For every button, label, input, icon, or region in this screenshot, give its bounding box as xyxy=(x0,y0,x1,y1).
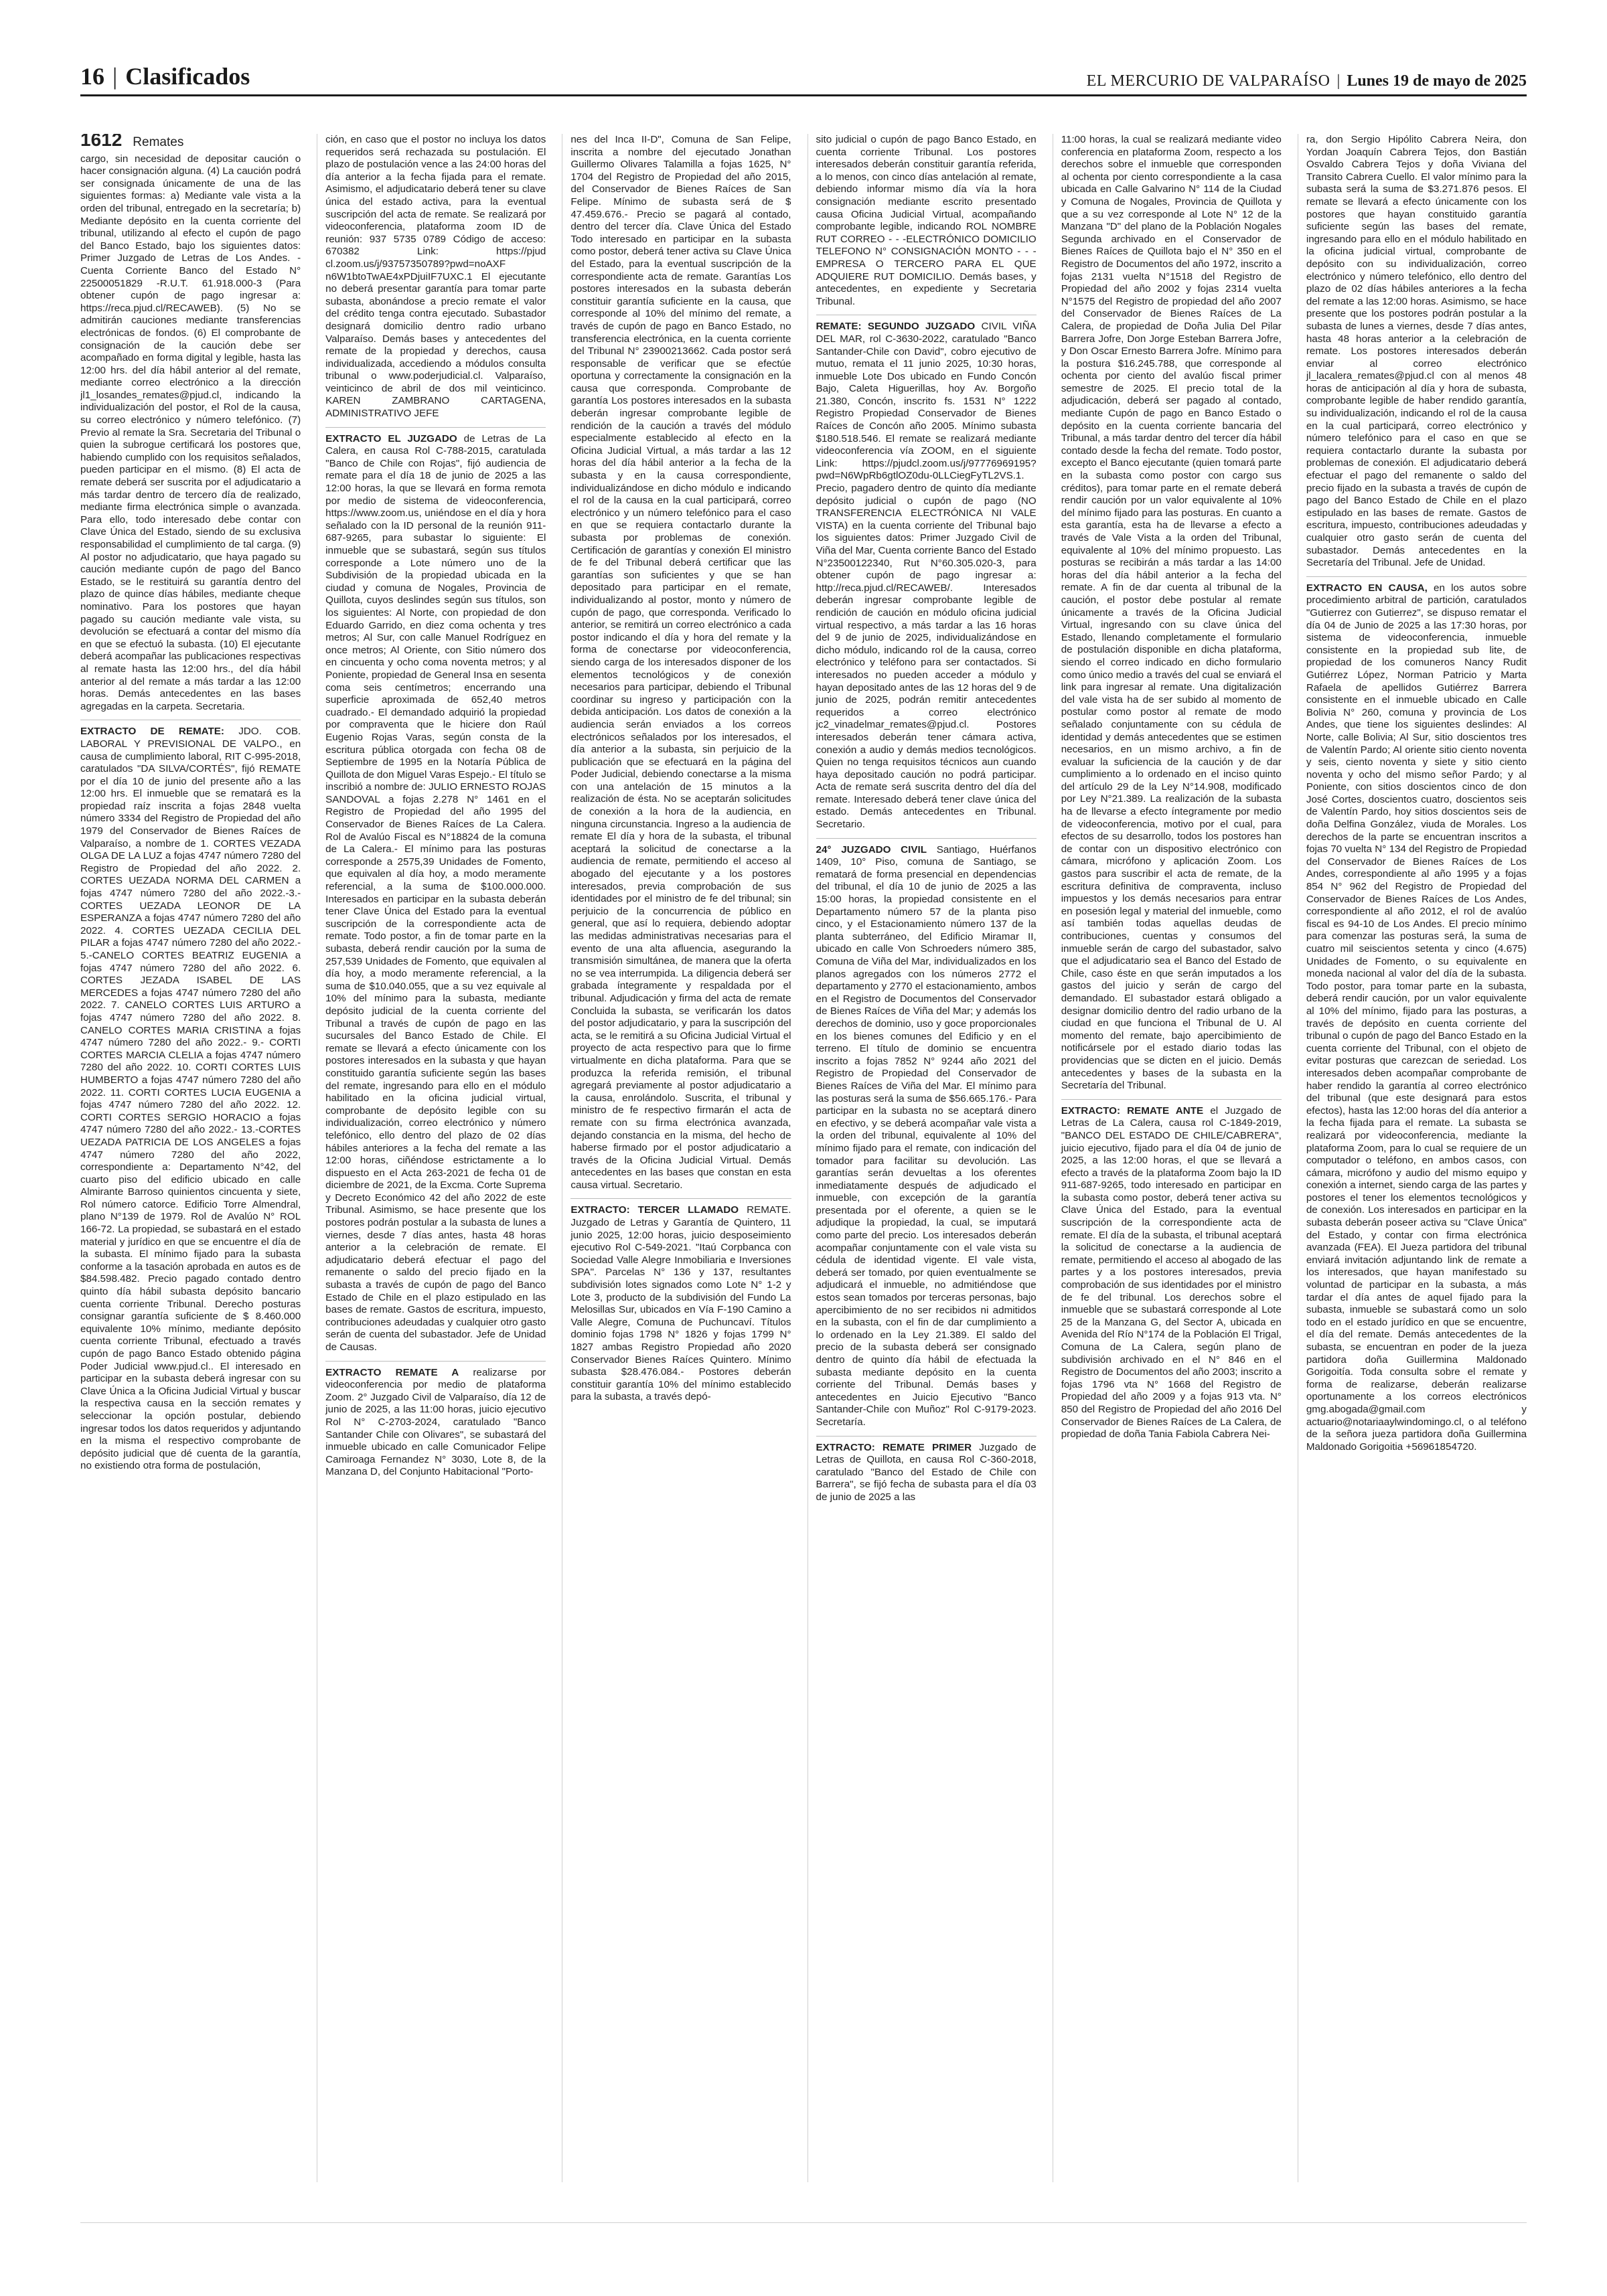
notice-body: realizarse por videoconferencia por medio de plataforma Zoom. 2° Juzgado Civil de Valparaíso, día 12 de junio de 2025, a las 11:00 horas, juicio ejecutivo Rol N° C-2703-2024, caratulado "Banco Santander Chile con Olivares", se subastará del inmueble ubicado en calle Comunicador Felipe Camiroaga Fernandez N° 3030, Lote 8, de la Manzana D, del Conjunto Habitacional "Porto- xyxy=(325,1366,546,1478)
masthead-separator: | xyxy=(112,63,118,90)
notice-heading: EXTRACTO DE REMATE: xyxy=(80,726,224,738)
column-1 xyxy=(80,134,301,2182)
classification-header xyxy=(80,134,301,149)
legal-notice xyxy=(570,1198,791,1404)
legal-notice xyxy=(570,134,791,1192)
legal-notice xyxy=(816,134,1037,308)
classifieds-columns xyxy=(80,134,1527,2182)
legal-notice xyxy=(816,838,1037,1429)
notice-body: sito judicial o cupón de pago Banco Estado, en cuenta corriente Tribunal. Los postores interesados deberán constituir garantía referida, a lo menos, con cinco días antelación al remate, debiendo informar mismo día vía la hora consignación mediante escrito presentado causa Oficina Judicial Virtual, acompañando comprobante legible, indicando ROL NOMBRE RUT CORREO - - -ELECTRÓNICO DOMICILIO TELEFONO N° CONSIGNACIÓN MONTO - - - EMPRESA O TERCERO PARA EL QUE ADQUIERE RUT DOMICILIO. Demás bases, y antecedentes, en expediente y Secretaria Tribunal. xyxy=(816,134,1037,307)
notice-heading: EXTRACTO EL JUZGADO xyxy=(325,432,457,444)
masthead-left xyxy=(80,62,250,90)
notice-body: Juzgado de Letras de Quillota, en causa Rol C-360-2018, caratulado "Banco del Estado de Chile con Barrera", se fijó fecha de subasta para el día 03 de junio de 2025 a las xyxy=(816,1441,1037,1503)
section-title: Clasificados xyxy=(125,63,250,90)
classification-name: Remates xyxy=(133,135,184,149)
column-3 xyxy=(562,134,791,2182)
legal-notice xyxy=(80,720,301,1473)
notice-heading: 24° JUZGADO CIVIL xyxy=(816,843,927,855)
notice-body: REMATE. Juzgado de Letras y Garantía de Quintero, 11 junio 2025, 12:00 horas, juicio desposeimiento ejecutivo Rol C-549-2021. "Itaú Corpbanca con Sociedad Valle Alegre Inmobiliaria e Inversiones SPA". Parcelas N° 136 y 137, resultantes subdivisión lotes signados como Lote N° 1-2 y Lote 3, producto de la subdivisión del Fundo La Melosillas Sur, ubicados en Vía F-190 Camino a Valle Alegre, Comuna de Puchuncaví. Títulos dominio fojas 1798 N° 1826 y fojas 1799 N° 1827 ambas Registro Propiedad año 2020 Conservador Bienes Raíces Quintero. Mínimo subasta $28.476.084.- Postores deberán constituir garantía 10% del mínimo establecido para la subasta, a través depó- xyxy=(570,1204,791,1403)
notice-heading: EXTRACTO: REMATE ANTE xyxy=(1061,1104,1204,1117)
legal-notice xyxy=(1306,576,1527,1454)
notice-body: cargo, sin necesidad de depositar caución o hacer consignación alguna. (4) La caución podrá ser consignada únicamente de una de las siguientes formas: a) Mediante vale vista a la orden del tribunal, entregado en la secretaría; b) Mediante depósito en la cuenta corriente del tribunal, utilizando al efecto el cupón de pago del Banco Estado, bajo los siguientes datos: Primer Juzgado de Letras de Los Andes. -Cuenta Corriente Banco del Estado N° 22500051829 -R.U.T. 61.918.000-3 (Para obtener cupón de pago ingresar a: https://reca.pjud.cl/RECAWEB). (5) No se admitirán cauciones mediante transferencias electrónicas de fondos. (6) El comprobante de consignación de la caución debe ser acompañado en forma digital y legible, hasta las 12:00 hrs. del día hábil anterior al del remate, mediante correo electrónico a la dirección jl1_losandes_remates@pjud.cl, indicando la individualización del postor, el Rol de la causa, su correo electrónico y número telefónico. (7) Previo al remate la Sra. Secretaria del Tribunal o quien la subrogue certificará los postores que, habiendo cumplido con los requisitos señalados, pueden participar en el mismo. (8) El acta de remate deberá ser suscrita por el adjudicatario a más tardar dentro de tercero día de realizado, mediante firma electrónica simple o avanzada. Para ello, todo interesado debe contar con Clave Única del Estado, siendo de su exclusiva responsabilidad el cumplimiento de tal carga. (9) Al postor no adjudicatario, que haya pagado su caución mediante cupón de pago del Banco Estado, se le restituirá su garantía dentro del plazo de quince días hábiles, mediante cheque nominativo. Para los postores que hayan pagado su caución mediante vale vista, su devolución se efectuará a contar del mismo día en que se efectuó la subasta. (10) El ejecutante deberá acompañar las publicaciones respectivas al remate hasta las 12:00 hrs., del día hábil anterior al del remate a más tardar a las 12:00 horas. Demás antecedentes en las bases agregadas en la carpeta. Secretaria. xyxy=(80,153,301,712)
column-4 xyxy=(808,134,1037,2182)
notice-body: nes del Inca II-D", Comuna de San Felipe, inscrita a nombre del ejecutado Jonathan Guillermo Olivares Talamilla a fojas 1625, N° 1704 del Registro de Propiedad del año 2015, del Conservador de Bienes Raíces de San Felipe. Mínimo de subasta será de $ 47.459.676.- Precio se pagará al contado, dentro del tercer día. Clave Única del Estado Todo interesado en participar en la subasta como postor, deberá tener activa su Clave Única del Estado, para la eventual suscripción de la correspondiente acta de remate. Garantías Los postores interesados en la subasta deberán constituir garantía suficiente en la causa, que corresponde al 10% del mínimo del remate, a través de cupón de pago en Banco Estado, no transferencia electrónica, en la cuenta corriente del Tribunal N° 23900213662. Cada postor será responsable de verificar que se efectúe oportuna y correctamente la consignación en la causa que corresponda. Comprobante de garantía Los postores interesados en la subasta deberán ingresar comprobante legible de rendición de la caución a través del módulo especialmente establecido al efecto en la Oficina Judicial Virtual, a más tardar a las 12 horas del día hábil anterior a la fecha de la subasta y en la causa correspondiente, individualizándose en dicho módulo e indicando el rol de la causa en la cual participará, correo electrónico y un número telefónico para el caso en que se requiera contactarlo durante la subasta por problemas de conexión. Certificación de garantías y conexión El ministro de fe del Tribunal deberá certificar que las garantías son suficientes y que se han depositado para participar en el remate, individualizando al postor, monto y número de cupón de pago, que corresponda. Verificado lo anterior, se remitirá un correo electrónico a cada postor indicando el día y hora del remate y la forma de conectarse por videoconferencia, siendo carga de los interesados disponer de los elementos tecnológicos y de conexión necesarios para participar, debiendo el Tribunal coordinar su ingreso y participación con la debida anticipación. Los datos de conexión a la audiencia serán enviados a los correos electrónicos señalados por los interesados, el día anterior a la subasta, sin perjuicio de la publicación que se efectuará en la página del Poder Judicial, debiendo conectarse a la misma con una antelación de 15 minutos a la realización de ésta. No se aceptarán solicitudes de conexión a la hora de la audiencia, en ninguna circunstancia. Ingreso a la audiencia de remate El día y hora de la subasta, el tribunal aceptará la solicitud de conectarse a la audiencia de remate, permitiendo el acceso al abogado del ejecutante y a los postores interesados, previa comprobación de sus identidades por el ministro de fe del tribunal; sin perjuicio de la concurrencia de público en general, que así lo requiera, debiendo adoptar las medidas administrativas necesarias para el evento de una alta afluencia, asegurando la transmisión simultánea, de manera que la oferta no se vea interrumpida. La diligencia deberá ser grabada íntegramente y respaldada por el tribunal. Adjudicación y firma del acta de remate Concluida la subasta, se verificarán los datos del postor adjudicatario, y para la suscripción del acta, se le remitirá a su Oficina Judicial Virtual el proyecto de acta respectivo para que lo firme virtualmente en dicha plataforma. Para que se produzca la referida remisión, el tribunal agregará previamente al postor adjudicatario a la causa, enrolándolo. Suscrita, el tribunal y ministro de fe respectivo firmarán el acta de remate con su firma electrónica avanzada, dejando constancia en la misma, del hecho de haberse firmado por el postor adjudicatario a través de la Oficina Judicial Virtual. Demás antecedentes en las bases que constan en esta causa virtual. Secretario. xyxy=(570,134,791,1191)
legal-notice xyxy=(325,134,546,420)
classification-code: 1612 xyxy=(80,134,123,150)
legal-notice xyxy=(325,1361,546,1479)
legal-notice xyxy=(816,1436,1037,1504)
column-2 xyxy=(317,134,546,2182)
issue-date: Lunes 19 de mayo de 2025 xyxy=(1347,72,1527,90)
legal-notice xyxy=(80,153,301,714)
legal-notice xyxy=(325,427,546,1354)
notice-body: Santiago, Huérfanos 1409, 10° Piso, comuna de Santiago, se rematará de forma presencial en dependencias del tribunal, el día 10 de junio de 2025 a las 15:00 horas, la propiedad consistente en el Departamento número 57 de la planta piso cinco, y el Estacionamiento número 137 de la planta subterráneo, del Edificio Miramar II, ubicado en calle Von Schroeders número 385, Comuna de Viña del Mar, individualizados en los planos agregados con los números 2772 el departamento y 2770 el estacionamiento, ambos en el Registro de Documentos del Conservador de Bienes Raíces de Viña del Mar; y además los derechos de dominio, uso y goce proporcionales en los bienes comunes del Edificio y en el terreno. El título de dominio se encuentra inscrito a fojas 7852 N° 9244 año 2021 del Registro de Propiedad del Conservador de Bienes Raíces de Viña del Mar. El mínimo para las posturas será la suma de $56.665.176.- Para participar en la subasta no se aceptará dinero en efectivo, y se deberá acompañar vale vista a la orden del tribunal, equivalente al 10% del mínimo fijado para el remate, con indicación del tomador para facilitar su devolución. Las garantías serán devueltas a los oferentes inmediatamente después de adjudicado el inmueble, con excepción de la garantía presentada por el oferente, a quien se le adjudique la propiedad, la cual, se imputará como parte del precio. Los interesados deberán acompañar conjuntamente con el vale vista su cédula de identidad vigente. El vale vista, deberá ser tomado, por quien eventualmente se adjudicará el inmueble, no admitiéndose que estos sean tomados por terceras personas, bajo apercibimiento de no ser recibidos ni admitidos en la subasta, con el fin de dar cumplimiento a lo ordenado en la Ley 21.389. El saldo del precio de la subasta deberá ser consignado dentro de quinto día hábil de efectuada la subasta mediante depósito en la cuenta corriente del Tribunal. Demás bases y antecedentes en Juicio Ejecutivo "Banco Santander-Chile con Muñoz" Rol C-9179-2023. Secretaría. xyxy=(816,843,1037,1428)
column-5 xyxy=(1053,134,1282,2182)
date-separator: | xyxy=(1336,72,1341,90)
masthead-right xyxy=(1087,72,1527,90)
notice-body: el Juzgado de Letras de La Calera, causa rol C-1849-2019, "BANCO DEL ESTADO DE CHILE/CABRERA", juicio ejecutivo, fijado para el día 04 de junio de 2025, a las 12:00 horas, el que se llevará a efecto a través de la plataforma Zoom bajo la ID 911-687-9265, todo interesado en participar en la subasta como postor, deberá tener activa su Clave Única del Estado, para la eventual suscripción de la correspondiente acta de remate. El día de la subasta, el tribunal aceptará la solicitud de conectarse a la audiencia de remate, permitiendo el acceso al abogado de las partes y a los postores interesados, previa comprobación de sus identidades por el ministro de fe del tribunal. Los derechos sobre el inmueble que se subastará corresponde al Lote 25 de la Manzana G, del Sector A, ubicada en Avenida del Río N°174 de la Población El Trigal, Comuna de La Calera, según plano de subdivisión archivado en el N° 846 en el Registro de Documentos del año 2003; inscrito a fojas 1796 vta N° 1668 del Registro de Propiedad del año 2009 y a fojas 913 vta. N° 850 del Registro de Propiedad del año 2016 Del Conservador de Bienes Raíces de La Calera, de propiedad de doña Tania Fabiola Cabrera Nei- xyxy=(1061,1104,1282,1441)
footer-rule xyxy=(80,2222,1527,2223)
notice-heading: EXTRACTO: REMATE PRIMER xyxy=(816,1441,972,1453)
legal-notice xyxy=(816,315,1037,831)
notice-body: de Letras de La Calera, en causa Rol C-788-2015, caratulada "Banco de Chile con Rojas", fijó audiencia de remate para el día 18 de junio de 2025 a las 12:00 horas, la que se llevará en forma remota por medio de sistema de videoconferencia, https://www.zoom.us, uniéndose en el día y hora señalado con la ID personal de la reunión 911-687-9265, para subastar lo siguiente: El inmueble que se subastará, según sus títulos corresponde a Lote número uno de la Subdivisión de la propiedad ubicada en la ciudad y comuna de Nogales, Provincia de Quillota, cuyos deslindes según sus títulos, son los siguientes: Al Norte, con propiedad de don Eduardo Garrido, en diez coma ochenta y tres metros; Al Sur, con calle Manuel Rodríguez en once metros; Al Oriente, con Sitio número dos en cincuenta y ocho coma noventa metros; y al Poniente, propiedad de General Insa en sesenta coma seis centímetros; encerrando una superficie aproximada de 652,40 metros cuadrado.- El demandado adquirió la propiedad por compraventa que le hiciere don Raúl Eugenio Rojas Varas, según consta de la escritura pública otorgada con fecha 08 de Septiembre de 1995 en la Notaría Pública de Quillota de don Miguel Varas Espejo.- El título se inscribió a nombre de: JULIO ERNESTO ROJAS SANDOVAL a fojas 2.278 N° 1461 en el Registro de Propiedad del año 1995 del Conservador de Bienes Raíces de La Calera. Rol de Avalúo Fiscal es N°18824 de la comuna de La Calera.- El mínimo para las posturas corresponde a 2575,39 Unidades de Fomento, que equivalen al día hoy, a modo meramente referencial, a la suma de $100.000.000. Interesados en participar en la subasta deberán tener Clave Única del Estado para la eventual suscripción de la correspondiente acta de remate. Todo postor, a fin de tomar parte en la subasta, deberá rendir caución por la suma de 257,539 Unidades de Fomento, que equivalen al día hoy, a modo meramente referencial, a la suma de $10.040.055, que a su vez equivale al 10% del mínimo para la subasta, mediante depósito judicial de la cuenta corriente del Tribunal a través de cupón de pago en las sucursales del Banco Estado de Chile. El remate se llevará a efecto únicamente con los postores interesados en la subasta y que hayan constituido garantía suficiente según las bases del remate, ingresando para ello en el módulo habilitado en la oficina judicial virtual, comprobante de depósito legible con su individualización, correo electrónico y número telefónico, ello dentro del plazo de 02 días hábiles anteriores a la fecha del remate a las 12:00 horas, ciñéndose estrictamente a lo dispuesto en el Acta 263-2021 de fecha 01 de diciembre de 2021, de la Excma. Corte Suprema y Decreto Económico 42 del año 2022 de este Tribunal. Asimismo, se hace presente que los postores podrán postular a la subasta de lunes a viernes, desde 7 días antes, hasta 48 horas anterior a la celebración de remate. El adjudicatario deberá efectuar el pago del remanente o saldo del precio fijado en la subasta a través de cupón de pago del Banco Estado de Chile en el plazo estipulado en las bases de remate. Gastos de escritura, impuesto, contribuciones adeudadas y cualquier otro gasto serán de cuenta del subastador. Jefe de Unidad de Causas. xyxy=(325,432,546,1353)
newspaper-name: EL MERCURIO DE VALPARAÍSO xyxy=(1086,72,1330,90)
page-masthead xyxy=(80,64,1527,96)
notice-heading: EXTRACTO EN CAUSA, xyxy=(1306,582,1428,594)
legal-notice xyxy=(1061,1099,1282,1441)
notice-body: JDO. COB. LABORAL Y PREVISIONAL DE VALPO., en causa de cumplimiento laboral, RIT C-995-2018, caratulados "DA SILVA/CORTÉS", fijó REMATE por el día 10 de junio del presente año a las 12:00 hrs. El inmueble que se rematará es la propiedad raíz inscrita a fojas 2848 vuelta número 3334 del Registro de Propiedad del año 1979 del Conservador de Bienes Raíces de Valparaíso, a nombre de 1. CORTES VEZADA OLGA DE LA LUZ a fojas 4747 número 7280 del Registro de Propiedad del año 2022. 2. CORTES UEZADA NORMA DEL CARMEN a fojas 4747 número 7280 del año 2022.-3.- CORTES UEZADA LEONOR DE LA ESPERANZA a fojas 4747 número 7280 del año 2022. 4. CORTES UEZADA CECILIA DEL PILAR a fojas 4747 número 7280 del año 2022.- 5.-CANELO CORTES BEATRIZ EUGENIA a fojas 4747 número 7280 del año 2022. 6. CORTES JEZADA ISABEL DE LAS MERCEDES a fojas 4747 número 7280 del año 2022. 7. CANELO CORTES LUIS ARTURO a fojas 4747 número 7280 del año 2022. 8. CANELO CORTES MARIA CRISTINA a fojas 4747 número 7280 del año 2022.- 9.- CORTI CORTES MARCIA CLELIA a fojas 4747 número 7280 del año 2022. 10. CORTI CORTES LUIS HUMBERTO a fojas 4747 número 7280 del año 2022. 11. CORTI CORTES LUCIA EUGENIA a fojas 4747 número 7280 del año 2022. 12. CORTI CORTES SERGIO HORACIO a fojas 4747 número 7280 del año 2022.- 13.-CORTES UEZADA PATRICIA DE LOS ANGELES a fojas 4747 número 7280 del año 2022, correspondiente a: Departamento N°42, del cuarto piso del edificio ubicado en calle Almirante Barroso quinientos cincuenta y siete, Rol número catorce. Edificio Torre Almendral, plano N°139 de 1979. Rol de Avalúo N° ROL 166-72. La propiedad, se subastará en el estado material y jurídico en que se encuentre el día de la subasta. El mínimo fijado para la subasta conforme a la tasación aprobada en autos es de $84.598.482. Precio pagado contado dentro quinto día hábil subasta depósito bancario cuenta corriente Tribunal. Derecho posturas consignar garantía suficiente de $ 8.460.000 equivalente 10% mínimo, mediante depósito cuenta corriente Tribunal, efectuado a través cupón de pago Banco Estado obtenido página Poder Judicial www.pjud.cl.. El interesado en participar en la subasta deberá ingresar con su Clave Única a la Oficina Judicial Virtual y buscar la respectiva causa en la sección remates y seleccionar la opción postular, debiendo ingresar todos los datos requeridos y adjuntando en la misma el respectivo comprobante de depósito judicial que dé cuenta de la garantía, no existiendo otra forma de postulación, xyxy=(80,726,301,1472)
notice-heading: EXTRACTO REMATE A xyxy=(325,1366,459,1378)
notice-body: 11:00 horas, la cual se realizará mediante video conferencia en plataforma Zoom, respecto a los derechos sobre el inmueble que corresponden al ochenta por ciento correspondiente a la casa ubicada en Calle Galvarino N° 114 de la Ciudad y Comuna de Nogales, Provincia de Quillota y que a su vez corresponde al Lote N° 12 de la Manzana "D" del plano de la Población Nogales Segunda archivado en el Conservador de Bienes Raíces de Quillota bajo el N° 350 en el Registro de Documentos del año 1972, inscrito a fojas 2131 vuelta N°1518 del Registro de Propiedad del año 2002 y fojas 2314 vuelta N°1575 del Registro de propiedad del año 2007 del Conservador de Bienes Raíces de La Calera, de propiedad de Doña Julia Del Pilar Barrera Jofre, Don Jorge Esteban Barrera Jofre, y Don Oscar Ernesto Barrera Jofre. Mínimo para la postura $16.245.788, que corresponde al ochenta por ciento del avalúo fiscal primer semestre de 2025. El precio total de la adjudicación, deberá ser pagado al contado, mediante Cupón de pago en Banco Estado o depósito en la cuenta corriente bancaria del Tribunal, a más tardar dentro del tercer día hábil contado desde la fecha del remate. Todo postor, excepto el Banco ejecutante (quien tomará parte en la subasta como postor con cargo sus créditos), para tomar parte en el remate deberá rendir caución por un valor equivalente al 10% del mínimo fijado para las posturas. En cuanto a esta garantía, esta ha de llevarse a efecto a través de Vale Vista a la orden del Tribunal, equivalente al 10% del mínimo propuesto. Las posturas se recibirán a más tardar a las 14:00 horas del día hábil anterior a la fecha del remate. A fin de dar cuenta al tribunal de la caución, el postor debe postular al remate únicamente a través de la Oficina Judicial Virtual, ingresando con su clave única del Estado, llenando completamente el formulario de postulación disponible en dicha plataforma, siendo el correo indicado en dicho formulario como único medio a través del cual se enviará el link para ingresar al remate. Una digitalización del vale vista ha de ser subido al momento de postular como postor al remate de modo señalado conjuntamente con su cédula de identidad y demás antecedentes que se estimen necesarios, en un mismo archivo, a fin de evaluar la suficiencia de la caución y de dar cumplimiento a lo ordenado en el inciso quinto del artículo 29 de la Ley N°14.908, modificado por Ley N°21.389. La realización de la subasta ha de llevarse a efecto íntegramente por medio de videoconferencia, motivo por el cual, para efectos de su desarrollo, todos los postores han de contar con un dispositivo electrónico con cámara, micrófono y aplicación Zoom. Los gastos para suscribir el acta de remate, de la escritura definitiva de compraventa, incluso impuestos y los demás necesarios para entrar en posesión legal y material del inmueble, como así también todas aquellas deudas de contribuciones, cuentas y consumos del inmueble serán de cargo del subastador, salvo que el adjudicatario sea el Banco del Estado de Chile, caso éste en que serán imputados a los gastos del juicio y serán de cargo del demandado. El subastador estará obligado a designar domicilio dentro del radio urbano de la ciudad en que funciona el Tribunal de U. Al momento del remate, bajo apercibimiento de notificársele por el estado diario todas las providencias que se dicten en el juicio. Demás antecedentes y bases de la subasta en la Secretaría del Tribunal. xyxy=(1061,134,1282,1092)
legal-notice xyxy=(1061,134,1282,1092)
page-number: 16 xyxy=(80,63,104,90)
legal-notice xyxy=(1306,134,1527,570)
notice-body: en los autos sobre procedimiento arbitral de partición, caratulados "Gutierrez con Gutierrez", se dispuso rematar el día 04 de Junio de 2025 a las 17:30 horas, por sistema de videoconferencia, inmueble consistente en la propiedad sub lite, de propiedad de los comuneros Nancy Rudit Gutiérrez López, Norman Patricio y Marta Rafaela de apellidos Gutiérrez Barrera consistente en el inmueble ubicado en Calle Bolivia N° 260, comuna y provincia de Los Andes, que tiene los siguientes deslindes: Al Norte, calle Bolivia; Al Sur, sitio doscientos tres de Valentín Pardo; Al oriente sitio ciento noventa y seis, ciento noventa y siete y sitio ciento noventa y ocho del mismo señor Pardo; y al Poniente, con sitios doscientos cinco de don José Cortes, doscientos cuatro, doscientos seis de Valentín Pardo, hoy sitios doscientos seis de doña Delfina González, viuda de Morales. Los derechos de la parte se encuentran inscritos a fojas 70 vuelta N° 134 del Registro de Propiedad del Conservador de Bienes Raíces de Los Andes, correspondiente al año 1995 y a fojas 854 N° 962 del Registro de Propiedad del Conservador de Bienes Raíces de Los Andes, correspondiente al año 2012, el rol de avalúo fiscal es 94-10 de Los Andes. El precio mínimo para comenzar las posturas será, la suma de cuatro mil seiscientos setenta y cinco (4.675) Unidades de Fomento, o su equivalente en moneda nacional al valor del día de la subasta. Todo postor, para tomar parte en la subasta, deberá rendir caución, por un valor equivalente al 10% del mínimo, fijado para las posturas, a través de depósito en cuenta corriente del tribunal o cupón de pago del Banco Estado en la cuenta corriente del Tribunal, con el objeto de evitar posturas que carezcan de seriedad. Los interesados deben acompañar comprobante de haber rendido la garantía al correo electrónico del tribunal (que este designará para estos efectos), hasta las 12:00 horas del día anterior a la fecha fijada para el remate. La subasta se realizará por videoconferencia, mediante la plataforma Zoom, para lo cual se requiere de un computador o teléfono, en ambos casos, con cámara, micrófono y audio del mismo equipo y conexión a internet, siendo carga de las partes y postores el tener los elementos tecnológicos y de conexión. Los interesados en participar en la subasta deberán poseer activa su "Clave Única" del Estado, y contar con firma electrónica avanzada (FEA). El Jueza partidora del tribunal enviará invitación adjuntando link de remate a los interesados, que hayan manifestado su voluntad de participar en la subasta, a más tardar el día antes de aquel fijado para la subasta, inmueble se subastará como un solo todo en el estado jurídico en que se encuentre, el día del remate. Demás antecedentes de la subasta, se encuentran en poder de la jueza partidora doña Guillermina Maldonado Gorigoitía. Toda consulta sobre el remate y forma de realizarse, deberán realizarse oportunamente a los correos electrónicos gmg.abogada@gmail.com y actuario@notariaaylwindomingo.cl, o al teléfono de la señora jueza partidora doña Guillermina Maldonado Gorigoitia +56961854720. xyxy=(1306,582,1527,1453)
notice-body: CIVIL VIÑA DEL MAR, rol C-3630-2022, caratulado "Banco Santander-Chile con David", cobro ejecutivo de mutuo, remata el 11 junio 2025, 10:30 horas, inmueble Lote Dos ubicado en Fundo Concón Bajo, Caleta Higuerillas, hoy Av. Borgoño 21.380, Concón, inscrito fs. 1531 N° 1222 Registro Propiedad Conservador de Bienes Raíces de Concón año 2005. Mínimo subasta $180.518.546. El remate se realizará mediante videoconferencia vía ZOOM, en el siguiente Link: https://pjudcl.zoom.us/j/97776969195?pwd=N6WpRb6gtlOZ0du-0LLCiegFyTL2VS.1. Precio, pagadero dentro de quinto día mediante depósito judicial o cupón de pago (NO TRANSFERENCIA ELECTRÓNICA NI VALE VISTA) en la cuenta corriente del Tribunal bajo los siguientes datos: Primer Juzgado Civil de Viña del Mar, Cuenta corriente Banco del Estado N°23500122340, Rut N°60.305.020-3, para obtener cupón de pago ingresar a: http://reca.pjud.cl/RECAWEB/. Interesados deberán ingresar comprobante legible de rendición de caución en módulo oficina judicial virtual respectivo, a más tardar a las 16 horas del 9 de junio de 2025, individualizándose en dicho módulo, indicando rol de la causa, correo electrónico y teléfono para ser contactados. Si interesados no pueden acceder a módulo y hayan depositado antes de las 12 horas del 9 de junio de 2025, podrán remitir antecedentes requeridos a correo electrónico jc2_vinadelmar_remates@pjud.cl. Postores interesados deberán tener cámara activa, conexión a audio y demás medios tecnológicos. Quien no tenga requisitos técnicos aun cuando haya depositado caución no podrá participar. Acta de remate será suscrita dentro del día del remate. Interesado deberá tener clave única del estado. Demás antecedentes en Tribunal. Secretario. xyxy=(816,321,1037,831)
notice-body: ra, don Sergio Hipólito Cabrera Neira, don Yordan Joaquín Cabrera Tejos, don Bastián Osvaldo Cabrera Tejos y doña Viviana del Transito Cabrera Cuello. El valor mínimo para la subasta será la suma de $3.271.876 pesos. El remate se llevará a efecto únicamente con los postores que hayan constituido garantía suficiente según las bases del remate, ingresando para ello en el módulo habilitado en la oficina judicial virtual, comprobante de depósito con su individualización, correo electrónico y número telefónico, ello dentro del plazo de 02 días hábiles anteriores a la fecha del remate a las 12:00 horas. Asimismo, se hace presente que los postores podrán postular a la subasta de lunes a viernes, desde 7 días antes, hasta 48 horas anterior a la celebración de remate. Los postores interesados deberán enviar al correo electrónico jl_lacalera_remates@pjud.cl con al menos 48 horas de anticipación al día y hora de subasta, comprobante legible de haber rendido garantía, su individualización, indicando el rol de la causa en la cual participará, correo electrónico y número telefónico para el caso en que se requiera contactarlo durante la subasta por problemas de conexión. El adjudicatario deberá efectuar el pago del remanente o saldo del precio fijado en la subasta a través de cupón de pago del Banco Estado de Chile en el plazo estipulado en las bases de remate. Gastos de escritura, impuesto, contribuciones adeudadas y cualquier otro gasto serán de cuenta del subastador. Demás antecedentes en la Secretaría del Tribunal. Jefe de Unidad. xyxy=(1306,134,1527,569)
notice-heading: EXTRACTO: TERCER LLAMADO xyxy=(570,1204,739,1216)
notice-heading: REMATE: SEGUNDO JUZGADO xyxy=(816,321,976,333)
notice-body: ción, en caso que el postor no incluya los datos requeridos será rechazada su postulación. El plazo de postulación vence a las 24:00 horas del día anterior a la fecha fijada para el remate. Asimismo, el adjudicatario deberá tener su clave única del estado activa, para la eventual suscripción del acta de remate. Se realizará por videoconferencia, plataforma zoom ID de reunión: 937 5735 0789 Código de acceso: 670382 Link: https://pjud cl.zoom.us/j/93757350789?pwd=noAXF n6W1btoTwAE4xPDjuiIF7UXC.1 El ejecutante no deberá presentar garantía para tomar parte subasta, abonándose a precio remate el valor del crédito tenga contra ejecutado. Subastador designará domicilio dentro radio urbano Valparaíso. Demás bases y antecedentes del remate de la propiedad y derechos, causa individualizada, accediendo a módulos consulta tribunal o www.poderjudicial.cl. Valparaíso, veinticinco de abril de dos mil veinticinco. KAREN ZAMBRANO CARTAGENA, ADMINISTRATIVO JEFE xyxy=(325,134,546,420)
column-6 xyxy=(1298,134,1527,2182)
